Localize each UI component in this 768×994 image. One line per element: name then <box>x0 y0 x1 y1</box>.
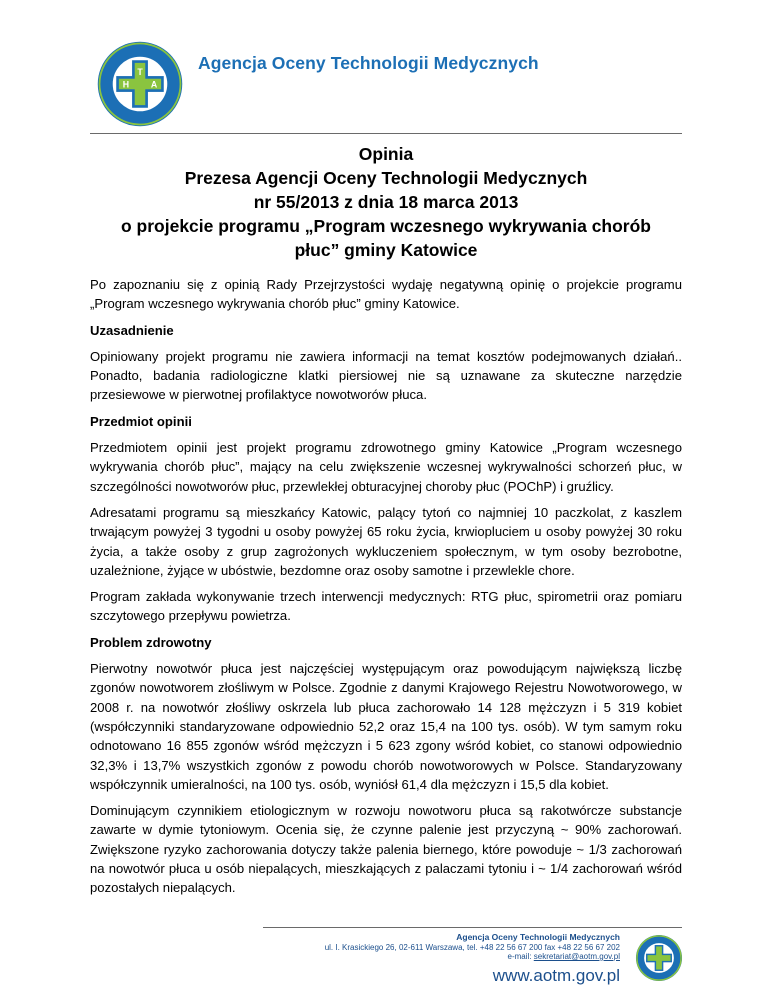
agency-title: Agencja Oceny Technologii Medycznych <box>198 53 539 73</box>
paragraph: Przedmiotem opinii jest projekt programu zdrowotnego gminy Katowice „Program wczesnego wykrywania chorób płuc”, mający na celu zwiększenie wczesnej wykrywalności schorzeń płuc, w szczególności nowotworów płuc, przewlekłej obturacyjnej choroby płuc (POChP) i gruźlicy. <box>90 440 682 494</box>
page-header <box>0 0 768 135</box>
paragraph: Dominującym czynnikiem etiologicznym w rozwoju nowotworu płuca są rakotwórcze substancje zawarte w dymie tytoniowym. Ocenia się, że czynne palenie jest przyczyną ~ 90% zachorowań. Zwiększone ryzyko zachorowania dotyczy także palenia biernego, które powoduje ~ 1/3 zachorowań na nowotwór płuca u osób niepalących, mieszkających z palaczami tytoniu i ~ 1/4 zachorowań wśród pozostałych niepalących. <box>90 803 682 896</box>
title-line: Opinia <box>358 144 414 164</box>
paragraph: Adresatami programu są mieszkańcy Katowic, palący tytoń co najmniej 10 paczkolat, z kaszlem trwającym powyżej 3 tygodni u osoby powyżej 65 roku życia, krwiopluciem u osoby powyżej 30 roku życia, a także osoby z grup zagrożonych wykluczeniem społecznym, w tym osoby bezrobotne, uzależnione, żyjące w ubóstwie, bezdomne oraz osoby samotne i przewlekle chore. <box>90 504 682 578</box>
document-body <box>90 275 682 905</box>
svg-text:T: T <box>137 67 143 78</box>
aotm-logo-small <box>635 934 683 982</box>
footer-agency-name: Agencja Oceny Technologii Medycznych <box>456 932 620 942</box>
document-title <box>90 142 682 262</box>
footer-divider <box>263 927 682 928</box>
section-heading: Uzasadnienie <box>90 322 174 338</box>
paragraph: Opiniowany projekt programu nie zawiera informacji na temat kosztów podejmowanych działań.. Ponadto, badania radiologiczne klatki piersiowej nie są uznawane za skuteczne narzędzie przesiewowe w pierwotnej profilaktyce nowotworów płuca. <box>90 348 682 403</box>
footer-address: ul. I. Krasickiego 26, 02-611 Warszawa, tel. +48 22 56 67 200 fax +48 22 56 67 202 <box>324 942 620 952</box>
section-heading: Problem zdrowotny <box>90 634 212 650</box>
svg-text:A: A <box>150 79 158 90</box>
title-line: nr 55/2013 z dnia 18 marca 2013 <box>253 192 519 212</box>
footer-email-link[interactable]: sekretariat@aotm.gov.pl <box>533 952 620 961</box>
footer-website-link[interactable]: www.aotm.gov.pl <box>492 965 620 985</box>
title-line: Prezesa Agencji Oceny Technologii Medycznych <box>184 168 588 188</box>
page-footer <box>325 933 620 986</box>
aotm-logo <box>96 40 184 128</box>
svg-text:H: H <box>122 79 130 90</box>
intro-paragraph: Po zapoznaniu się z opinią Rady Przejrzystości wydaję negatywną opinię o projekcie programu „Program wczesnego wykrywania chorób płuc” gminy Katowice. <box>90 277 682 312</box>
section-heading: Przedmiot opinii <box>90 413 192 429</box>
paragraph: Pierwotny nowotwór płuca jest najczęściej występującym oraz powodującym największą liczbę zgonów nowotworem złośliwym w Polsce. Zgodnie z danymi Krajowego Rejestru Nowotworowego, w 2008 r. na nowotwór złośliwy oskrzela lub płuca zachorowało 14 128 mężczyzn i 5 319 kobiet (współczynniki standaryzowane odpowiednio 52,2 oraz 15,4 na 100 tys. osób). W tym samym roku odnotowano 16 855 zgonów wśród mężczyzn i 5 623 zgony wśród kobiet, co stanowi odpowiednio 32,3% i 13,7% wszystkich zgonów z powodu chorób nowotworowych w Polsce. Standaryzowany współczynnik umieralności, na 100 tys. osób, wyniósł 61,4 dla mężczyzn i 15,5 dla kobiet. <box>90 661 682 792</box>
title-line: płuc” gminy Katowice <box>294 240 478 260</box>
footer-email-label: e-mail: <box>507 952 534 961</box>
title-line: o projekcie programu „Program wczesnego wykrywania chorób <box>120 216 651 236</box>
footer-email-line <box>325 952 620 962</box>
paragraph: Program zakłada wykonywanie trzech interwencji medycznych: RTG płuc, spirometrii oraz pomiaru szczytowego przepływu powietrza. <box>90 589 682 624</box>
header-divider <box>90 133 682 134</box>
